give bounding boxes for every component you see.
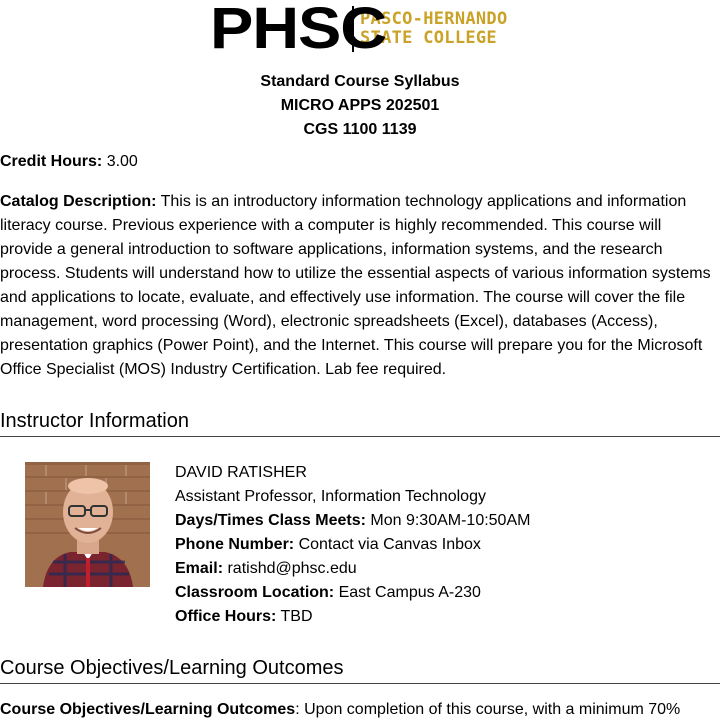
instructor-name: DAVID RATISHER bbox=[175, 464, 307, 481]
catalog-description bbox=[0, 190, 716, 382]
objectives-text: : Upon completion of this course, with a minimum 70% bbox=[295, 701, 681, 718]
college-logo bbox=[210, 0, 508, 61]
office-hours-value: TBD bbox=[280, 608, 313, 625]
objectives-section-heading: Course Objectives/Learning Outcomes bbox=[0, 655, 720, 684]
catalog-description-text: This is an introductory information technology applications and information literacy course. Previous experience with a computer is highly recommended. This course will provide a general introduction to software applications, information systems, and the research process. Students will understand how to utilize the essential aspects of various information systems and applications to locate, evaluate, and effectively use information. The course will cover the file management, word processing (Word), electronic spreadsheets (Excel), databases (Access), presentation graphics (Power Point), and the Internet. This course will prepare you for the Microsoft Office Specialist (MOS) Industry Certification. Lab fee required. bbox=[0, 193, 711, 378]
class-meets-row bbox=[175, 509, 530, 533]
syllabus-title: Standard Course Syllabus bbox=[260, 73, 460, 90]
phone-value: Contact via Canvas Inbox bbox=[298, 536, 481, 553]
phone-row bbox=[175, 533, 530, 557]
location-label: Classroom Location: bbox=[175, 584, 335, 601]
class-meets-value: Mon 9:30AM-10:50AM bbox=[370, 512, 531, 529]
credit-hours bbox=[0, 150, 716, 174]
credit-hours-value: 3.00 bbox=[106, 153, 138, 170]
credit-hours-label: Credit Hours: bbox=[0, 153, 103, 170]
course-code: CGS 1100 1139 bbox=[303, 121, 417, 138]
email-value[interactable]: ratishd@phsc.edu bbox=[227, 560, 357, 577]
logo-mark: PHSC bbox=[210, 0, 387, 61]
syllabus-header bbox=[0, 70, 720, 142]
class-meets-label: Days/Times Class Meets: bbox=[175, 512, 366, 529]
location-value: East Campus A-230 bbox=[338, 584, 481, 601]
office-hours-row bbox=[175, 605, 530, 629]
course-name: MICRO APPS 202501 bbox=[280, 97, 440, 114]
objectives-label: Course Objectives/Learning Outcomes bbox=[0, 701, 296, 718]
instructor-details bbox=[175, 461, 530, 629]
email-row bbox=[175, 557, 530, 581]
objectives-paragraph bbox=[0, 698, 716, 722]
instructor-section-heading: Instructor Information bbox=[0, 408, 720, 437]
location-row bbox=[175, 581, 530, 605]
email-label: Email: bbox=[175, 560, 224, 577]
logo-line-1: PASCO-HERNANDO bbox=[360, 9, 508, 29]
instructor-photo bbox=[25, 462, 150, 587]
catalog-description-label: Catalog Description: bbox=[0, 193, 157, 210]
instructor-position: Assistant Professor, Information Technology bbox=[175, 488, 486, 505]
logo-line-2: STATE COLLEGE bbox=[360, 28, 497, 48]
office-hours-label: Office Hours: bbox=[175, 608, 277, 625]
phone-label: Phone Number: bbox=[175, 536, 295, 553]
